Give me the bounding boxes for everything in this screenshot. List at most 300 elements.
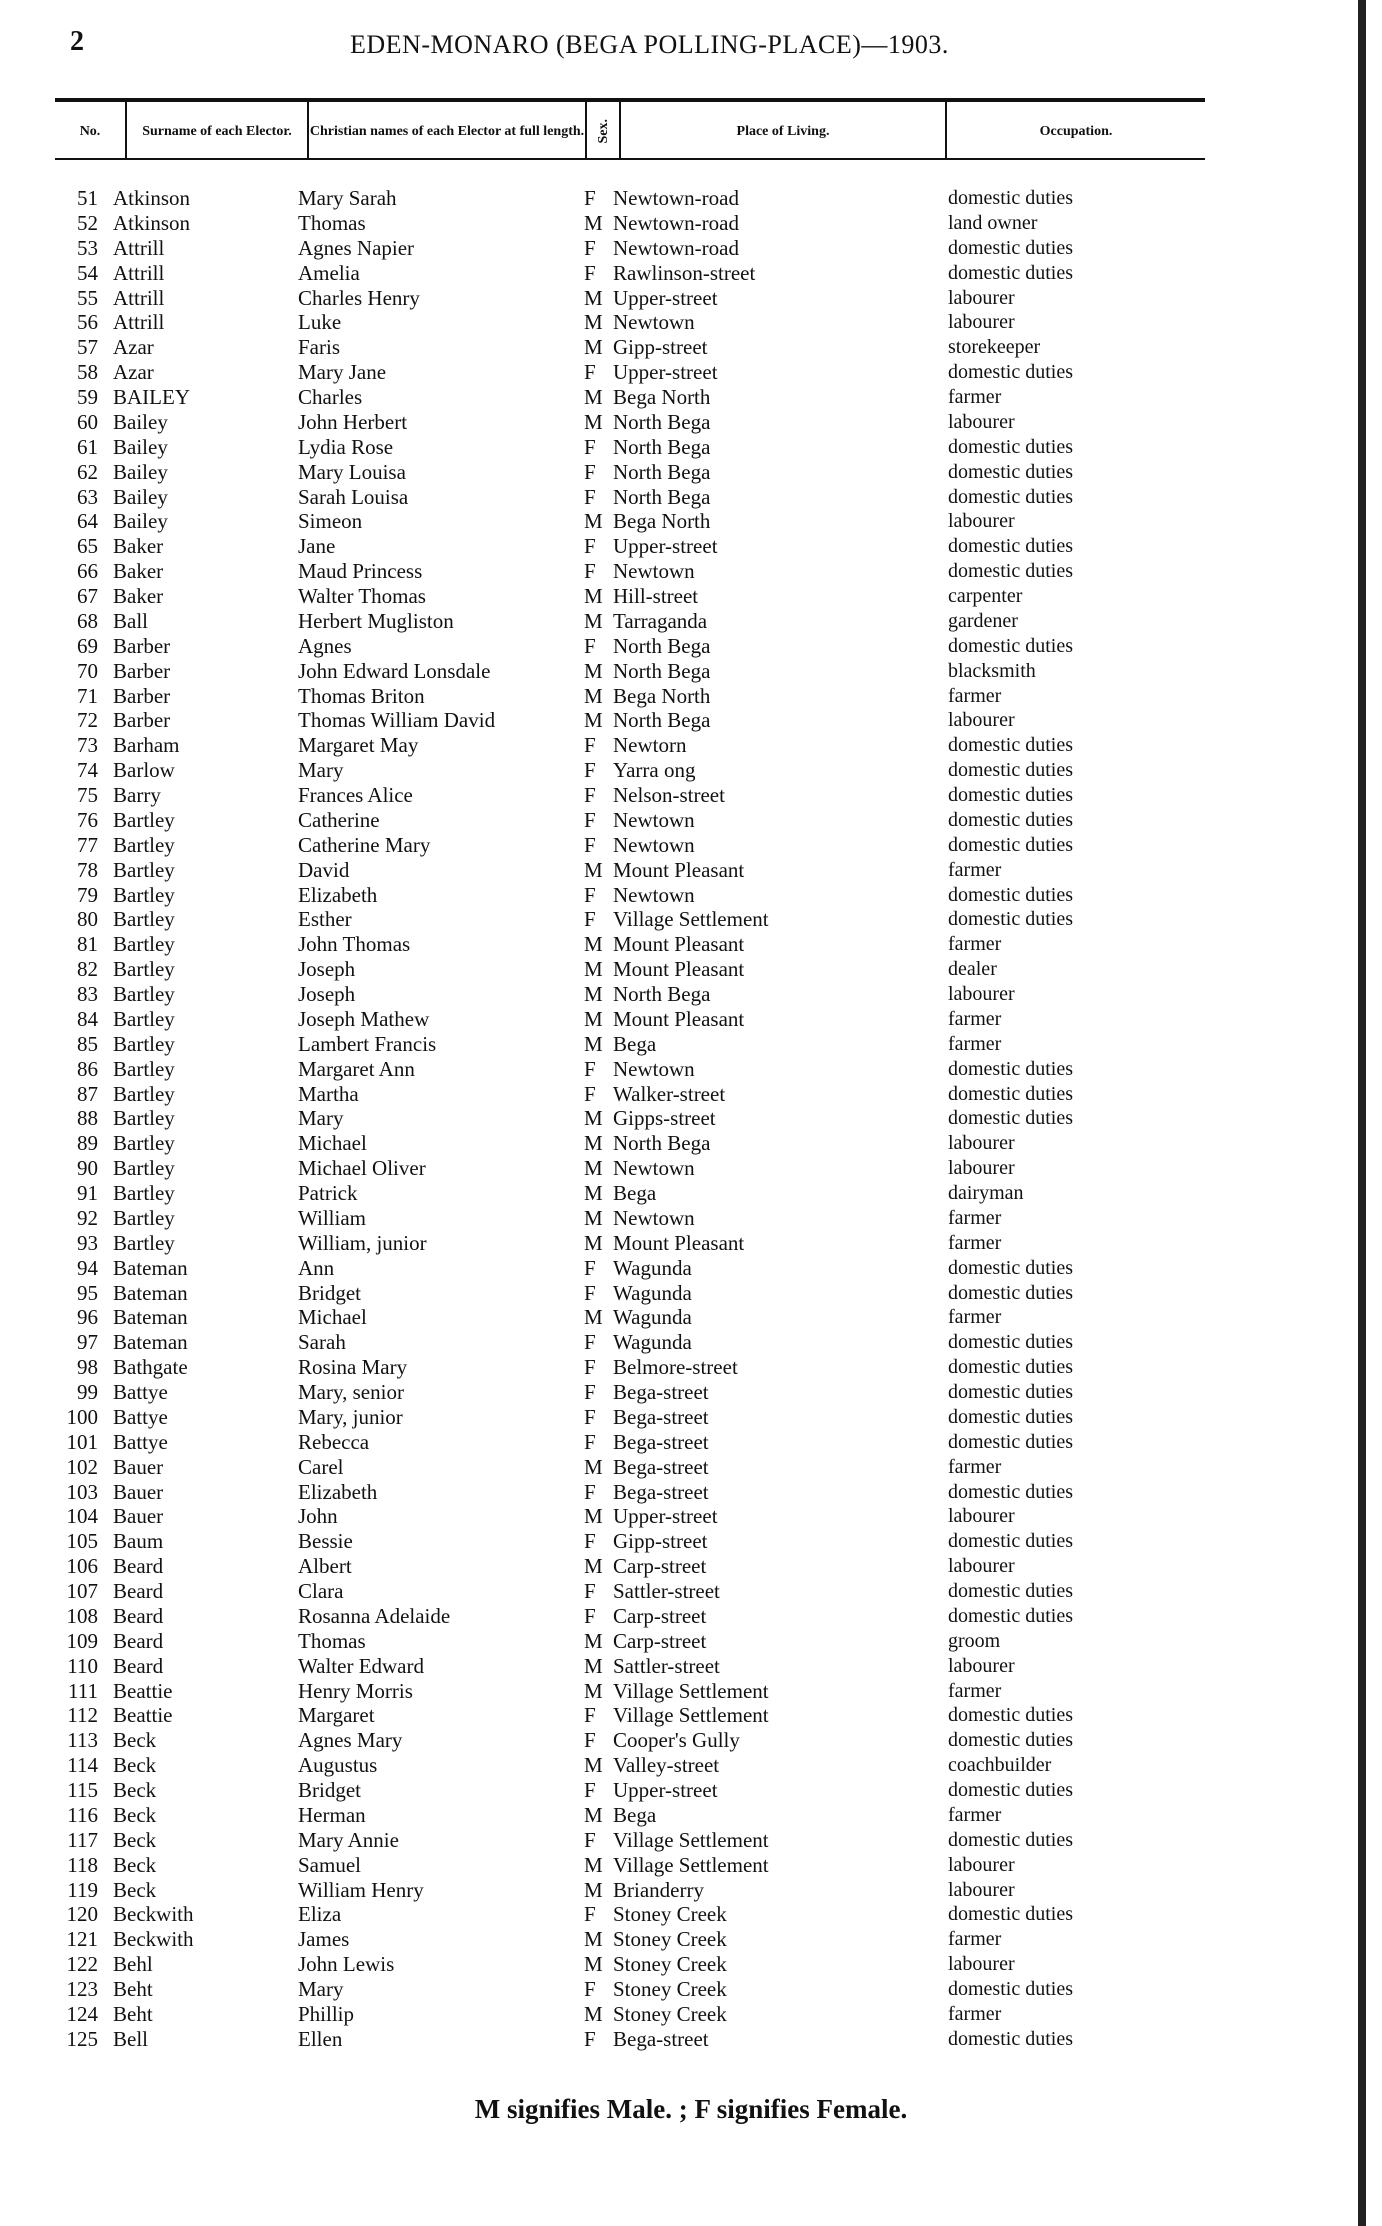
- elector-place: Newtown: [613, 559, 695, 584]
- elector-surname: Beck: [113, 1802, 157, 1827]
- elector-sex: M: [584, 2001, 603, 2026]
- elector-surname: Battye: [113, 1429, 168, 1454]
- elector-number: 102: [66, 1454, 98, 1479]
- elector-number: 59: [77, 385, 98, 409]
- elector-number: 89: [77, 1131, 98, 1156]
- elector-christian-names: Catherine: [298, 807, 380, 832]
- elector-occupation: domestic duties: [948, 1256, 1073, 1279]
- elector-christian-names: Joseph: [298, 957, 356, 982]
- elector-surname: BAILEY: [113, 385, 190, 409]
- elector-occupation: labourer: [948, 983, 1015, 1005]
- elector-surname: Attrill: [113, 285, 165, 310]
- elector-occupation: labourer: [948, 709, 1015, 732]
- elector-sex: F: [584, 360, 596, 385]
- table-row: [0, 286, 1382, 311]
- elector-place: Newtown: [613, 1056, 695, 1081]
- elector-sex: F: [584, 907, 596, 932]
- elector-number: 115: [67, 1778, 98, 1802]
- elector-christian-names: Mary: [298, 1977, 344, 2001]
- header-sex-cell: [587, 104, 619, 158]
- elector-sex: M: [584, 1504, 603, 1529]
- elector-sex: M: [584, 708, 603, 733]
- table-row: [0, 1281, 1382, 1306]
- elector-sex: F: [584, 1778, 596, 1802]
- elector-christian-names: Henry Morris: [298, 1678, 413, 1703]
- elector-occupation: groom: [948, 1629, 1001, 1652]
- elector-surname: Bathgate: [113, 1355, 188, 1380]
- elector-occupation: farmer: [948, 386, 1002, 408]
- elector-surname: Bell: [113, 2026, 148, 2051]
- elector-christian-names: Sarah: [298, 1330, 346, 1355]
- elector-surname: Attrill: [113, 235, 165, 260]
- elector-place: Sattler-street: [613, 1579, 720, 1603]
- table-row: [0, 2002, 1382, 2027]
- elector-number: 74: [77, 758, 98, 783]
- elector-number: 71: [77, 683, 98, 708]
- elector-sex: F: [584, 235, 596, 260]
- elector-place: Newtown-road: [613, 186, 739, 210]
- elector-place: Stoney Creek: [613, 2001, 727, 2026]
- elector-surname: Bartley: [113, 1181, 175, 1205]
- elector-christian-names: Margaret: [298, 1703, 375, 1728]
- elector-occupation: farmer: [948, 1928, 1002, 1951]
- elector-place: Mount Pleasant: [613, 957, 745, 982]
- elector-christian-names: Michael Oliver: [298, 1156, 426, 1181]
- elector-surname: Behl: [113, 1952, 153, 1977]
- elector-number: 54: [77, 260, 98, 285]
- table-row: [0, 1604, 1382, 1629]
- elector-number: 91: [77, 1181, 98, 1205]
- elector-number: 106: [66, 1554, 98, 1579]
- elector-sex: M: [584, 1653, 603, 1678]
- elector-christian-names: Joseph Mathew: [298, 1006, 430, 1031]
- table-row: [0, 360, 1382, 385]
- table-row: [0, 310, 1382, 335]
- table-row: [0, 1032, 1382, 1057]
- elector-number: 70: [77, 658, 98, 683]
- elector-surname: Bartley: [113, 1131, 175, 1156]
- elector-sex: M: [584, 1106, 603, 1131]
- table-row: [0, 261, 1382, 286]
- elector-number: 122: [66, 1952, 98, 1977]
- elector-occupation: farmer: [948, 1803, 1002, 1826]
- table-row: [0, 982, 1382, 1007]
- elector-place: Bega North: [613, 683, 711, 708]
- elector-number: 101: [66, 1429, 98, 1454]
- elector-christian-names: Agnes Napier: [298, 235, 415, 260]
- elector-sex: F: [584, 1330, 596, 1355]
- table-row: [0, 1803, 1382, 1828]
- elector-number: 121: [66, 1927, 98, 1952]
- elector-sex: F: [584, 832, 596, 857]
- header-occupation: Occupation.: [1039, 123, 1113, 139]
- elector-place: Cooper's Gully: [613, 1728, 740, 1753]
- elector-sex: F: [584, 1404, 596, 1429]
- elector-number: 67: [77, 584, 98, 608]
- elector-sex: M: [584, 1305, 603, 1330]
- elector-sex: F: [584, 459, 596, 484]
- elector-occupation: labourer: [948, 286, 1015, 309]
- elector-occupation: farmer: [948, 2002, 1002, 2025]
- elector-occupation: coachbuilder: [948, 1754, 1052, 1777]
- table-row: [0, 634, 1382, 659]
- elector-christian-names: Simeon: [298, 509, 363, 534]
- table-row: [0, 1231, 1382, 1256]
- elector-sex: M: [584, 1554, 603, 1579]
- elector-number: 98: [77, 1355, 98, 1380]
- elector-christian-names: Maud Princess: [298, 559, 423, 584]
- elector-place: Upper-street: [613, 1504, 718, 1529]
- elector-occupation: farmer: [948, 1206, 1002, 1229]
- elector-occupation: storekeeper: [948, 336, 1041, 359]
- elector-occupation: farmer: [948, 1007, 1002, 1030]
- elector-surname: Barber: [113, 633, 171, 658]
- elector-place: Wagunda: [613, 1330, 692, 1355]
- elector-number: 103: [66, 1479, 98, 1504]
- elector-surname: Baum: [113, 1529, 164, 1554]
- elector-number: 83: [77, 982, 98, 1006]
- page-title: EDEN-MONARO (BEGA POLLING-PLACE)—1903.: [350, 30, 949, 59]
- elector-christian-names: William, junior: [298, 1230, 427, 1255]
- elector-occupation: domestic duties: [948, 535, 1073, 558]
- table-row: [0, 758, 1382, 783]
- elector-place: Village Settlement: [613, 1852, 769, 1877]
- elector-place: Stoney Creek: [613, 1927, 727, 1952]
- elector-surname: Battye: [113, 1380, 168, 1404]
- elector-sex: M: [584, 1927, 603, 1952]
- elector-sex: F: [584, 758, 596, 783]
- elector-surname: Bateman: [113, 1280, 188, 1305]
- elector-christian-names: Thomas Briton: [298, 683, 425, 708]
- elector-occupation: domestic duties: [948, 460, 1073, 483]
- elector-occupation: domestic duties: [948, 435, 1073, 458]
- elector-christian-names: John Edward Lonsdale: [298, 658, 491, 683]
- header-surname: Surname of each Elector.: [142, 123, 292, 139]
- elector-number: 85: [77, 1031, 98, 1056]
- elector-sex: F: [584, 534, 596, 559]
- elector-number: 78: [77, 857, 98, 882]
- elector-occupation: farmer: [948, 1032, 1002, 1055]
- elector-number: 107: [66, 1579, 98, 1603]
- elector-sex: M: [584, 1753, 603, 1778]
- elector-occupation: dealer: [948, 958, 997, 981]
- elector-place: Walker-street: [613, 1081, 726, 1106]
- elector-number: 66: [77, 559, 98, 584]
- elector-number: 69: [77, 633, 98, 658]
- elector-sex: F: [584, 1355, 596, 1380]
- elector-surname: Bartley: [113, 907, 175, 932]
- elector-christian-names: Thomas William David: [298, 708, 496, 733]
- elector-christian-names: Agnes: [298, 633, 352, 658]
- table-row: [0, 783, 1382, 808]
- elector-surname: Beckwith: [113, 1902, 194, 1927]
- table-row: [0, 1082, 1382, 1107]
- elector-surname: Bateman: [113, 1330, 188, 1355]
- elector-christian-names: Catherine Mary: [298, 832, 431, 857]
- elector-occupation: domestic duties: [948, 734, 1073, 757]
- table-row: [0, 186, 1382, 211]
- elector-occupation: domestic duties: [948, 1828, 1073, 1851]
- header-place: Place of Living.: [736, 123, 830, 139]
- elector-occupation: gardener: [948, 609, 1018, 632]
- table-row: [0, 1728, 1382, 1753]
- elector-occupation: farmer: [948, 1231, 1002, 1254]
- elector-sex: F: [584, 1255, 596, 1280]
- elector-occupation: domestic duties: [948, 261, 1073, 284]
- elector-christian-names: Michael: [298, 1305, 367, 1330]
- table-row: [0, 1853, 1382, 1878]
- elector-surname: Bartley: [113, 1081, 175, 1106]
- table-row: [0, 1380, 1382, 1405]
- elector-surname: Barry: [113, 783, 161, 807]
- elector-sex: F: [584, 1603, 596, 1628]
- elector-sex: M: [584, 1006, 603, 1031]
- table-row: [0, 1927, 1382, 1952]
- elector-occupation: farmer: [948, 933, 1002, 956]
- elector-place: Gipps-street: [613, 1106, 716, 1131]
- elector-place: Rawlinson-street: [613, 260, 756, 285]
- elector-surname: Beattie: [113, 1703, 173, 1728]
- elector-number: 73: [77, 733, 98, 758]
- elector-sex: F: [584, 260, 596, 285]
- elector-christian-names: William: [298, 1205, 366, 1230]
- elector-number: 61: [77, 434, 98, 459]
- table-row: [0, 2027, 1382, 2052]
- table-row: [0, 1703, 1382, 1728]
- elector-christian-names: Esther: [298, 907, 352, 932]
- elector-place: Mount Pleasant: [613, 932, 745, 957]
- elector-christian-names: Bessie: [298, 1529, 353, 1554]
- elector-occupation: domestic duties: [948, 485, 1073, 508]
- elector-sex: M: [584, 1031, 603, 1056]
- table-row: [0, 1828, 1382, 1853]
- table-row: [0, 1480, 1382, 1505]
- table-row: [0, 1778, 1382, 1803]
- elector-christian-names: Jane: [298, 534, 336, 559]
- elector-place: Bega: [613, 1181, 657, 1205]
- elector-surname: Beck: [113, 1827, 157, 1852]
- elector-place: Stoney Creek: [613, 1902, 727, 1927]
- elector-number: 55: [77, 285, 98, 310]
- elector-surname: Bartley: [113, 1006, 175, 1031]
- elector-place: North Bega: [613, 1131, 711, 1156]
- elector-place: Stoney Creek: [613, 1952, 727, 1977]
- elector-sex: M: [584, 1877, 603, 1902]
- elector-place: Bega-street: [613, 1380, 709, 1404]
- table-row: [0, 957, 1382, 982]
- elector-christian-names: David: [298, 857, 350, 882]
- elector-occupation: domestic duties: [948, 187, 1073, 209]
- elector-occupation: domestic duties: [948, 1430, 1073, 1453]
- elector-occupation: domestic duties: [948, 1381, 1073, 1403]
- elector-christian-names: Mary Jane: [298, 360, 387, 385]
- elector-place: Bega-street: [613, 2026, 709, 2051]
- elector-christian-names: Frances Alice: [298, 783, 413, 807]
- elector-christian-names: Mary, junior: [298, 1404, 403, 1429]
- elector-sex: F: [584, 1056, 596, 1081]
- elector-number: 80: [77, 907, 98, 932]
- elector-sex: M: [584, 683, 603, 708]
- elector-number: 58: [77, 360, 98, 385]
- header-bottom-rule: [55, 158, 1205, 160]
- elector-number: 84: [77, 1006, 98, 1031]
- table-row: [0, 584, 1382, 609]
- page-number: 2: [70, 26, 84, 57]
- table-row: [0, 385, 1382, 410]
- elector-christian-names: Mary Sarah: [298, 186, 397, 210]
- elector-christian-names: Mary: [298, 1106, 344, 1131]
- elector-place: Upper-street: [613, 360, 718, 385]
- elector-list: [0, 186, 1382, 2052]
- elector-number: 75: [77, 783, 98, 807]
- elector-christian-names: Bridget: [298, 1280, 361, 1305]
- elector-surname: Attrill: [113, 260, 165, 285]
- elector-sex: F: [584, 1479, 596, 1504]
- elector-occupation: blacksmith: [948, 659, 1036, 682]
- elector-christian-names: Elizabeth: [298, 882, 378, 907]
- table-row: [0, 1256, 1382, 1281]
- elector-sex: F: [584, 783, 596, 807]
- elector-number: 64: [77, 509, 98, 534]
- elector-place: Wagunda: [613, 1255, 692, 1280]
- elector-occupation: domestic duties: [948, 1903, 1073, 1926]
- table-row: [0, 1305, 1382, 1330]
- elector-surname: Ball: [113, 608, 148, 633]
- elector-surname: Beard: [113, 1554, 164, 1579]
- elector-sex: M: [584, 857, 603, 882]
- elector-occupation: labourer: [948, 1555, 1015, 1578]
- elector-occupation: domestic duties: [948, 1704, 1073, 1727]
- elector-number: 117: [67, 1827, 98, 1852]
- elector-number: 99: [77, 1380, 98, 1404]
- elector-number: 120: [66, 1902, 98, 1927]
- elector-christian-names: Faris: [298, 335, 340, 360]
- elector-christian-names: Lydia Rose: [298, 434, 394, 459]
- table-row: [0, 1504, 1382, 1529]
- table-row: [0, 858, 1382, 883]
- elector-christian-names: John Herbert: [298, 409, 408, 434]
- footer-legend: M signifies Male. ; F signifies Female.: [474, 2094, 908, 2124]
- table-row: [0, 1181, 1382, 1206]
- elector-place: Upper-street: [613, 1778, 718, 1802]
- elector-christian-names: Charles Henry: [298, 285, 420, 310]
- table-row: [0, 1430, 1382, 1455]
- elector-number: 63: [77, 484, 98, 509]
- elector-occupation: labourer: [948, 1654, 1015, 1677]
- elector-place: Newtown: [613, 807, 695, 832]
- elector-place: Bega-street: [613, 1479, 709, 1504]
- elector-occupation: domestic duties: [948, 1729, 1073, 1752]
- elector-place: Newtown-road: [613, 210, 739, 235]
- elector-sex: M: [584, 335, 603, 360]
- elector-christian-names: Ellen: [298, 2026, 343, 2051]
- elector-surname: Beck: [113, 1778, 157, 1802]
- elector-place: Bega North: [613, 385, 711, 409]
- elector-sex: F: [584, 1081, 596, 1106]
- elector-number: 124: [66, 2001, 98, 2026]
- elector-sex: F: [584, 1380, 596, 1404]
- elector-place: Tarraganda: [613, 608, 708, 633]
- table-row: [0, 460, 1382, 485]
- elector-number: 77: [77, 832, 98, 857]
- elector-occupation: domestic duties: [948, 2027, 1073, 2050]
- elector-sex: F: [584, 807, 596, 832]
- elector-surname: Baker: [113, 584, 164, 608]
- elector-number: 118: [67, 1852, 98, 1877]
- elector-sex: F: [584, 733, 596, 758]
- elector-sex: M: [584, 957, 603, 982]
- elector-number: 81: [77, 932, 98, 957]
- elector-surname: Barber: [113, 683, 171, 708]
- elector-place: Village Settlement: [613, 1827, 769, 1852]
- elector-occupation: domestic duties: [948, 361, 1073, 384]
- table-row: [0, 708, 1382, 733]
- elector-surname: Attrill: [113, 310, 165, 335]
- elector-number: 51: [77, 186, 98, 210]
- elector-occupation: farmer: [948, 1455, 1002, 1478]
- elector-number: 113: [67, 1728, 98, 1753]
- table-row: [0, 883, 1382, 908]
- elector-place: Yarra ong: [613, 758, 696, 783]
- elector-occupation: land owner: [948, 211, 1038, 234]
- elector-sex: F: [584, 1728, 596, 1753]
- elector-place: Carp-street: [613, 1554, 707, 1579]
- table-row: [0, 1106, 1382, 1131]
- elector-sex: M: [584, 385, 603, 409]
- elector-number: 76: [77, 807, 98, 832]
- table-row: [0, 1679, 1382, 1704]
- elector-place: Newtown: [613, 1205, 695, 1230]
- elector-sex: F: [584, 2026, 596, 2051]
- table-row: [0, 733, 1382, 758]
- elector-sex: M: [584, 932, 603, 957]
- table-row: [0, 1902, 1382, 1927]
- elector-sex: F: [584, 434, 596, 459]
- elector-surname: Bartley: [113, 1056, 175, 1081]
- elector-surname: Bauer: [113, 1454, 164, 1479]
- elector-place: Upper-street: [613, 285, 718, 310]
- elector-christian-names: Walter Thomas: [298, 584, 426, 608]
- elector-surname: Azar: [113, 360, 154, 385]
- elector-place: Newtorn: [613, 733, 687, 758]
- elector-occupation: domestic duties: [948, 1530, 1073, 1553]
- elector-number: 52: [77, 210, 98, 235]
- elector-number: 111: [68, 1678, 98, 1703]
- table-row: [0, 1952, 1382, 1977]
- elector-occupation: labourer: [948, 1132, 1015, 1155]
- elector-place: Newtown-road: [613, 235, 739, 260]
- elector-place: Sattler-street: [613, 1653, 720, 1678]
- elector-occupation: domestic duties: [948, 1107, 1073, 1130]
- elector-christian-names: Thomas: [298, 210, 366, 235]
- elector-number: 110: [67, 1653, 98, 1678]
- table-row: [0, 1554, 1382, 1579]
- elector-number: 57: [77, 335, 98, 360]
- elector-number: 116: [67, 1802, 98, 1827]
- table-row: [0, 1206, 1382, 1231]
- elector-surname: Barber: [113, 658, 171, 683]
- elector-sex: F: [584, 1977, 596, 2001]
- elector-place: Nelson-street: [613, 783, 725, 807]
- elector-occupation: farmer: [948, 858, 1002, 881]
- elector-surname: Bateman: [113, 1255, 188, 1280]
- table-row: [0, 1156, 1382, 1181]
- elector-place: Bega-street: [613, 1454, 709, 1479]
- elector-sex: M: [584, 1181, 603, 1205]
- elector-christian-names: Augustus: [298, 1753, 378, 1778]
- table-row: [0, 907, 1382, 932]
- elector-sex: F: [584, 1703, 596, 1728]
